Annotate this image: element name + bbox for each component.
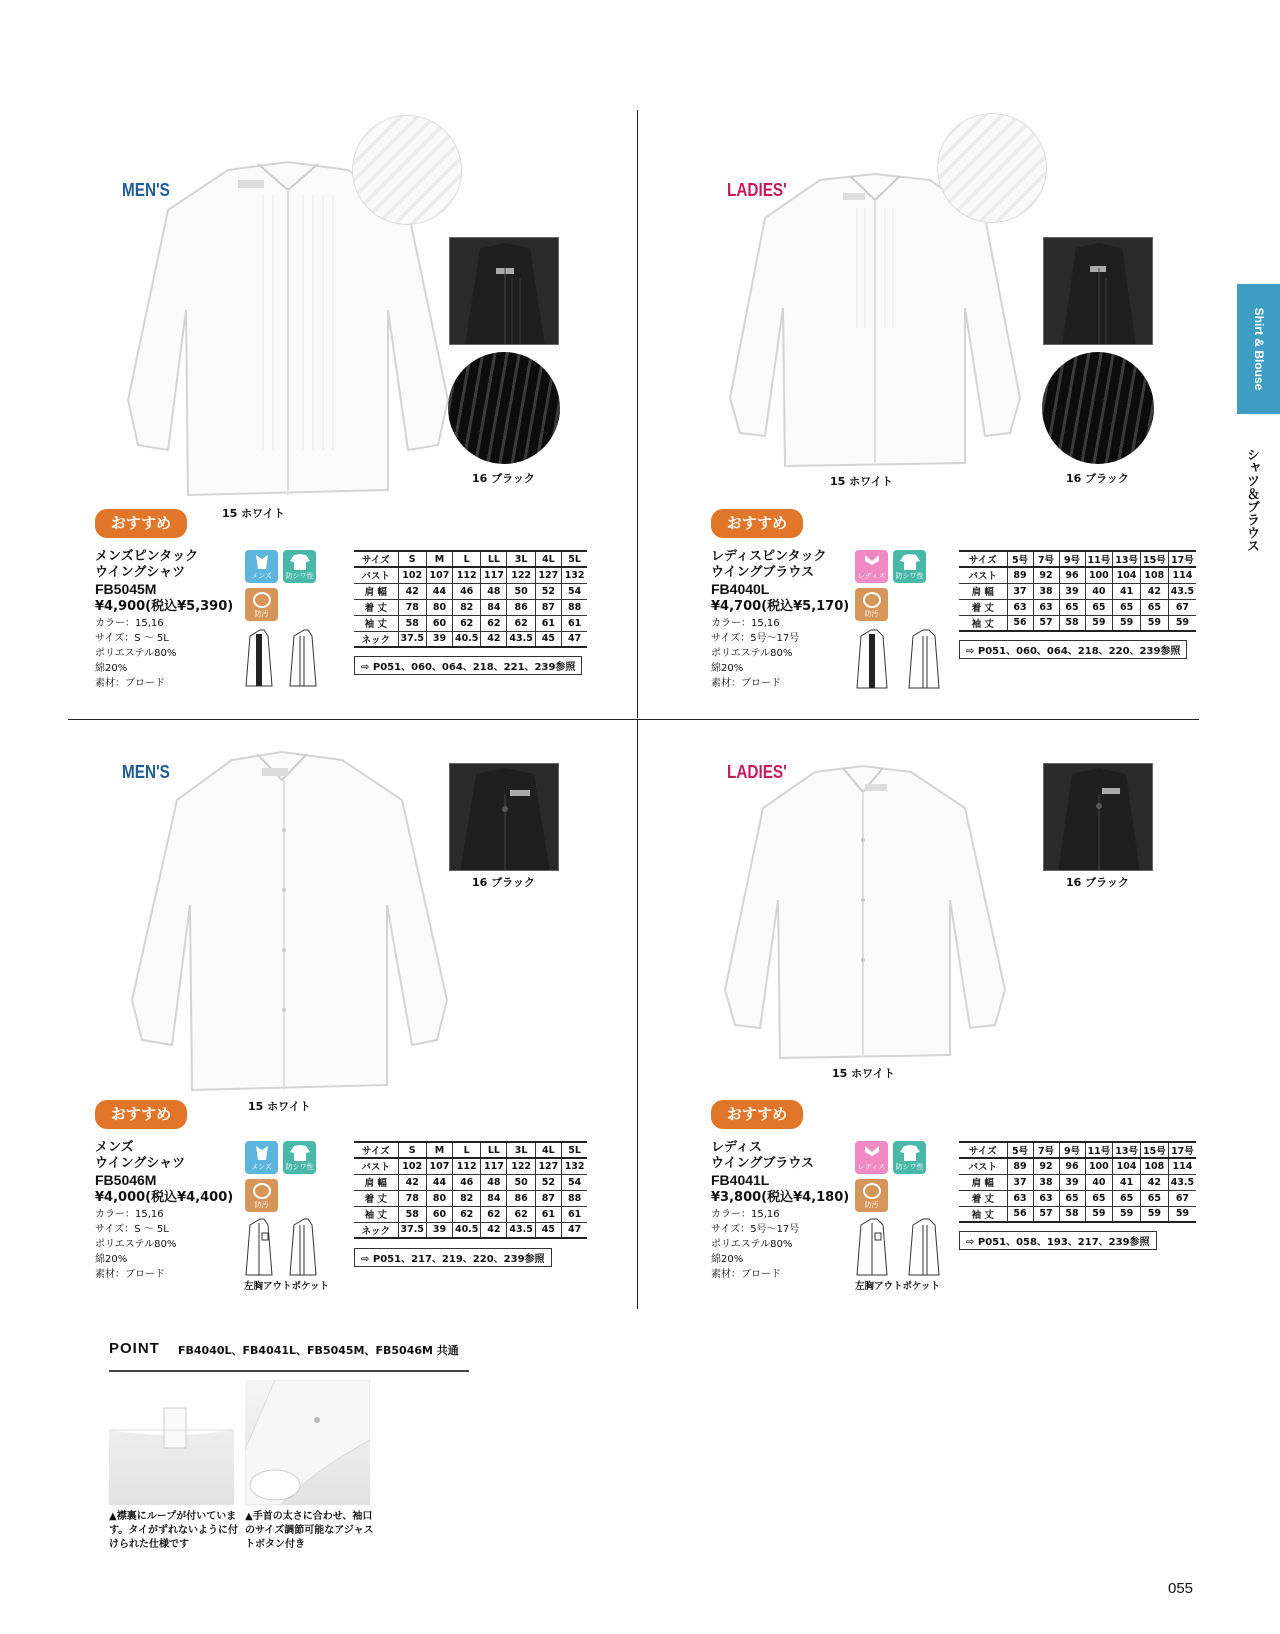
black-shirt-image (449, 237, 559, 345)
point-subtitle: FB4040L、FB4041L、FB5045M、FB5046M 共通 (178, 1344, 459, 1357)
product-price: ¥3,800(税込¥4,180) (711, 1190, 850, 1205)
stain-resistant-icon: 防汚 (855, 588, 888, 621)
flat-front-back-illustration (853, 628, 953, 690)
horizontal-divider (68, 719, 1199, 720)
product-name-line1: メンズ (95, 1140, 134, 1155)
flat-front-back-illustration (242, 628, 330, 688)
product-code: FB5046M (95, 1172, 157, 1188)
material-spec: 素材：ブロード (711, 1269, 781, 1280)
size-table-row: バスト 89 92 96 100 104 108 114 (959, 567, 1196, 583)
section-tab[interactable] (1237, 284, 1280, 414)
black-color-caption: 16 ブラック (472, 472, 535, 485)
pocket-caption: 左胸アウトポケット (855, 1281, 941, 1292)
white-fabric-swatch (937, 113, 1047, 223)
white-color-caption: 15 ホワイト (830, 475, 893, 488)
size-table-row: ネック 37.5 39 40.5 42 43.5 45 47 (354, 1222, 587, 1238)
white-color-caption: 15 ホワイト (832, 1067, 895, 1080)
recommend-badge: おすすめ (711, 509, 803, 538)
size-table (959, 1141, 1196, 1223)
pocket-caption: 左胸アウトポケット (244, 1281, 330, 1292)
size-table-row: 肩 幅 42 44 46 48 50 52 54 (354, 583, 587, 599)
fabric-spec-1: ポリエステル80% (95, 1239, 177, 1250)
size-spec: サイズ：5号～17号 (711, 1224, 800, 1235)
mens-icon: メンズ (245, 1141, 278, 1174)
size-table (354, 1141, 587, 1239)
point-divider (109, 1370, 469, 1372)
size-spec: サイズ：S ～ 5L (95, 1224, 169, 1235)
black-shirt-image (1043, 763, 1153, 871)
size-table-row: 肩 幅 42 44 46 48 50 52 54 (354, 1174, 587, 1190)
size-table-row: 袖 丈 56 57 58 59 59 59 59 (959, 615, 1196, 631)
size-table-row: バスト 89 92 96 100 104 108 114 (959, 1158, 1196, 1174)
section-tab-label: Shirt & Blouse (1251, 307, 1266, 391)
page-reference-link[interactable]: ⇨ P051、058、193、217、239参照 (959, 1231, 1157, 1250)
fabric-spec-1: ポリエステル80% (95, 648, 177, 659)
white-shirt-image (112, 740, 472, 1095)
page-number: 055 (1168, 1580, 1194, 1597)
section-label-jp: シャツ＆ブラウス (1244, 448, 1259, 552)
material-spec: 素材：ブロード (95, 1269, 165, 1280)
product-name-line2: ウイングブラウス (711, 1156, 814, 1171)
material-spec: 素材：ブロード (711, 678, 781, 689)
stain-resistant-icon: 防汚 (245, 588, 278, 621)
color-spec: カラー：15,16 (711, 1209, 780, 1220)
white-color-caption: 15 ホワイト (222, 507, 285, 520)
category-label: LADIES' (727, 180, 787, 200)
product-code: FB5045M (95, 581, 157, 597)
flat-front-back-illustration (853, 1217, 953, 1277)
size-table-header: サイズ S M L LL 3L 4L 5L (354, 1142, 587, 1158)
product-name-line1: レディス (711, 1140, 762, 1155)
wrinkle-resistant-icon: 防シワ性 (283, 1141, 316, 1174)
mens-icon: メンズ (245, 550, 278, 583)
black-color-caption: 16 ブラック (1066, 472, 1129, 485)
product-name-line2: ウイングシャツ (95, 565, 186, 580)
page-reference-link[interactable]: ⇨ P051、217、219、220、239参照 (354, 1248, 552, 1267)
size-table (959, 550, 1196, 632)
size-table-row: 袖 丈 56 57 58 59 59 59 59 (959, 1206, 1196, 1222)
category-label: LADIES' (727, 762, 787, 782)
size-table-row: ネック 37.5 39 40.5 42 43.5 45 47 (354, 631, 587, 647)
stain-resistant-icon: 防汚 (245, 1179, 278, 1212)
ladies-icon: レディス (855, 1141, 888, 1174)
product-code: FB4040L (711, 581, 770, 597)
color-spec: カラー：15,16 (95, 618, 164, 629)
recommend-badge: おすすめ (95, 509, 187, 538)
category-label: MEN'S (122, 762, 170, 782)
product-name-line1: レディスピンタック (711, 549, 827, 564)
color-spec: カラー：15,16 (95, 1209, 164, 1220)
black-color-caption: 16 ブラック (1066, 876, 1129, 889)
black-shirt-image (449, 763, 559, 871)
point-title: POINT (109, 1340, 160, 1357)
wrinkle-resistant-icon: 防シワ性 (283, 550, 316, 583)
cuff-button-photo (245, 1380, 370, 1505)
size-table-row: バスト 102 107 112 117 122 127 132 (354, 567, 587, 583)
center-divider-bottom (637, 719, 638, 1309)
size-table-row: 肩 幅 37 38 39 40 41 42 43.5 (959, 1174, 1196, 1190)
size-spec: サイズ：5号～17号 (711, 633, 800, 644)
recommend-badge: おすすめ (711, 1100, 803, 1129)
size-table-row: 袖 丈 58 60 62 62 62 61 61 (354, 1206, 587, 1222)
collar-loop-caption: ▲襟裏にループが付いています。タイがずれないように付けられた仕様です (109, 1511, 238, 1550)
size-table-row: 肩 幅 37 38 39 40 41 42 43.5 (959, 583, 1196, 599)
black-fabric-swatch (448, 352, 560, 464)
white-shirt-image (715, 760, 1015, 1065)
product-name-line2: ウイングブラウス (711, 565, 814, 580)
page-reference-link[interactable]: ⇨ P051、060、064、218、220、239参照 (959, 640, 1187, 659)
ladies-icon: レディス (855, 550, 888, 583)
product-price: ¥4,700(税込¥5,170) (711, 599, 850, 614)
fabric-spec-1: ポリエステル80% (711, 1239, 793, 1250)
size-table (354, 550, 587, 648)
size-table-header: サイズ S M L LL 3L 4L 5L (354, 551, 587, 567)
size-table-header: サイズ 5号 7号 9号 11号 13号 15号 17号 (959, 551, 1196, 567)
cuff-button-caption: ▲手首の太さに合わせ、袖口のサイズ調節可能なアジャストボタン付き (245, 1511, 374, 1550)
center-divider-top (637, 110, 638, 718)
size-table-row: 着 丈 63 63 65 65 65 65 67 (959, 1190, 1196, 1206)
size-table-row: バスト 102 107 112 117 122 127 132 (354, 1158, 587, 1174)
stain-resistant-icon: 防汚 (855, 1179, 888, 1212)
fabric-spec-2: 綿20% (95, 663, 128, 674)
recommend-badge: おすすめ (95, 1100, 187, 1129)
black-color-caption: 16 ブラック (472, 876, 535, 889)
category-label: MEN'S (122, 180, 170, 200)
size-table-header: サイズ 5号 7号 9号 11号 13号 15号 17号 (959, 1142, 1196, 1158)
size-table-row: 着 丈 63 63 65 65 65 65 67 (959, 599, 1196, 615)
material-spec: 素材：ブロード (95, 678, 165, 689)
flat-front-back-illustration (242, 1217, 330, 1277)
fabric-spec-2: 綿20% (95, 1254, 128, 1265)
fabric-spec-1: ポリエステル80% (711, 648, 793, 659)
size-spec: サイズ：S ～ 5L (95, 633, 169, 644)
product-code: FB4041L (711, 1172, 770, 1188)
wrinkle-resistant-icon: 防シワ性 (893, 550, 926, 583)
black-shirt-image (1043, 237, 1153, 345)
white-color-caption: 15 ホワイト (248, 1100, 311, 1113)
product-price: ¥4,000(税込¥4,400) (95, 1190, 234, 1205)
wrinkle-resistant-icon: 防シワ性 (893, 1141, 926, 1174)
fabric-spec-2: 綿20% (711, 663, 744, 674)
page-reference-link[interactable]: ⇨ P051、060、064、218、221、239参照 (354, 656, 582, 675)
product-name-line2: ウイングシャツ (95, 1156, 186, 1171)
color-spec: カラー：15,16 (711, 618, 780, 629)
white-fabric-swatch (352, 115, 462, 225)
black-fabric-swatch (1042, 352, 1154, 464)
fabric-spec-2: 綿20% (711, 1254, 744, 1265)
size-table-row: 着 丈 78 80 82 84 86 87 88 (354, 1190, 587, 1206)
product-name-line1: メンズピンタック (95, 549, 199, 564)
collar-loop-photo (109, 1380, 234, 1505)
product-price: ¥4,900(税込¥5,390) (95, 599, 234, 614)
size-table-row: 着 丈 78 80 82 84 86 87 88 (354, 599, 587, 615)
size-table-row: 袖 丈 58 60 62 62 62 61 61 (354, 615, 587, 631)
